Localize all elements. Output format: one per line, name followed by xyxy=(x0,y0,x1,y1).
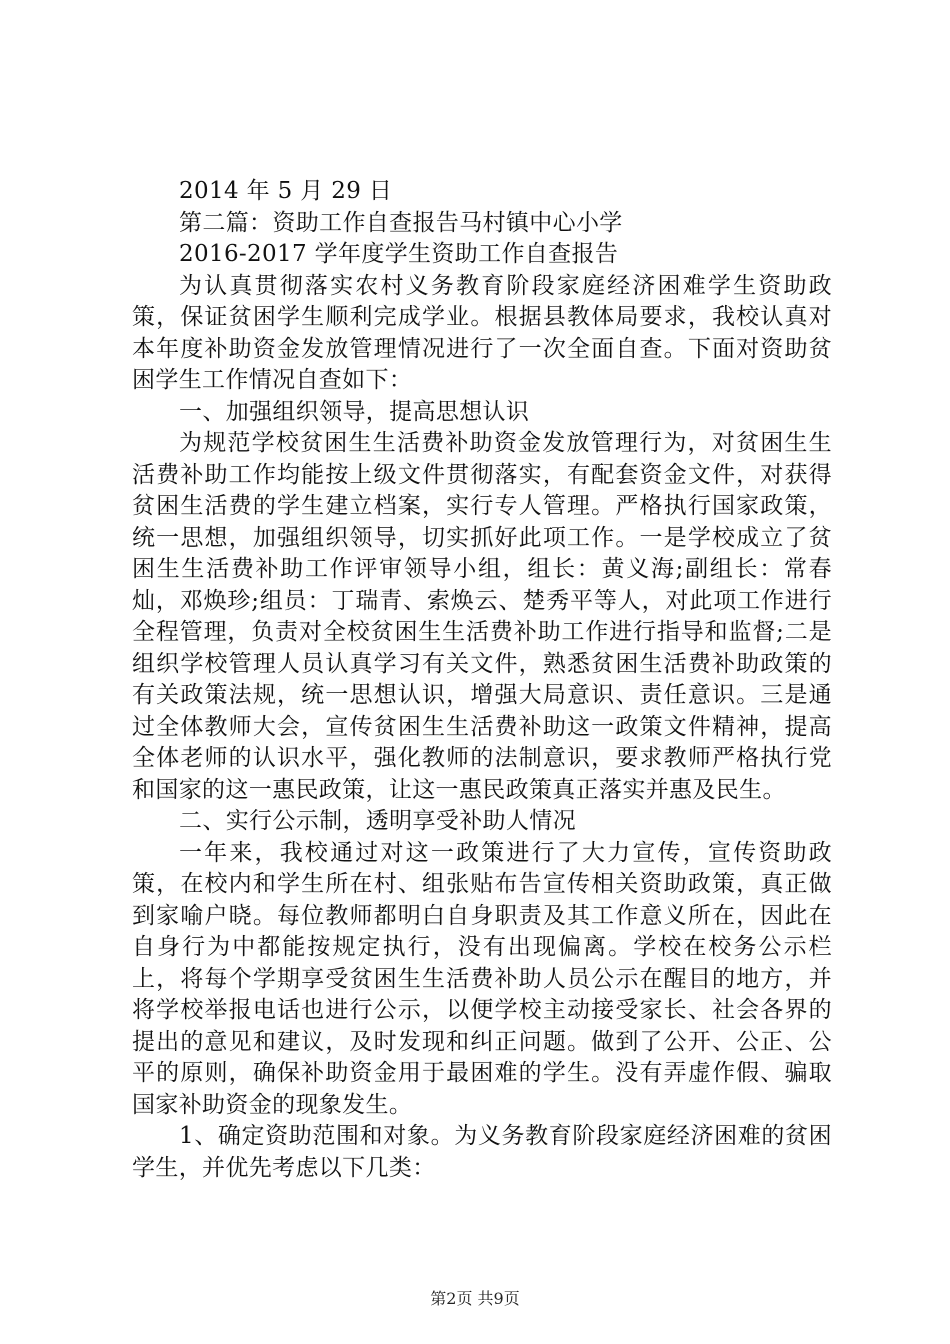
report-title: 2016-2017 学年度学生资助工作自查报告 xyxy=(179,241,619,267)
intro-paragraph: 为认真贯彻落实农村义务教育阶段家庭经济困难学生资助政策，保证贫困学生顺利完成学业。根据县教体局要求，我校认真对本年度补助资金发放管理情况进行了一次全面自查。下面对资助贫困学生工作情况自查如下： xyxy=(132,272,832,393)
heading-one: 一、加强组织领导，提高思想认识 xyxy=(179,398,530,425)
date-line: 2014 年 5 月 29 日 xyxy=(179,178,393,204)
scope-paragraph: 1、确定资助范围和对象。为义务教育阶段家庭经济困难的贫困学生，并优先考虑以下几类： xyxy=(132,1123,832,1181)
page-footer: 第2页 共9页 xyxy=(430,1289,520,1308)
heading-two: 二、实行公示制，透明享受补助人情况 xyxy=(179,808,576,834)
document-body xyxy=(132,176,832,1184)
publicity-paragraph: 一年来，我校通过对这一政策进行了大力宣传，宣传资助政策，在校内和学生所在村、组张贴布告宣传相关资助政策，真正做到家喻户晓。每位教师都明白自身职责及其工作意义所在，因此在自身行为中都能按规定执行，没有出现偏离。学校在校务公示栏上，将每个学期享受贫困生生活费补助人员公示在醒目的地方，并将学校举报电话也进行公示，以便学校主动接受家长、社会各界的提出的意见和建议，及时发现和纠正问题。做到了公开、公正、公平的原则，确保补助资金用于最困难的学生。没有弄虚作假、骗取国家补助资金的现象发生。 xyxy=(132,839,832,1118)
organization-paragraph: 为规范学校贫困生生活费补助资金发放管理行为，对贫困生生活费补助工作均能按上级文件贯彻落实，有配套资金文件，对获得贫困生活费的学生建立档案，实行专人管理。严格执行国家政策，统一思想，加强组织领导，切实抓好此项工作。一是学校成立了贫困生生活费补助工作评审领导小组，组长：黄义海;副组长：常春灿，邓焕珍;组员：丁瑞青、索焕云、楚秀平等人，对此项工作进行全程管理，负责对全校贫困生生活费补助工作进行指导和监督;二是组织学校管理人员认真学习有关文件，熟悉贫困生活费补助政策的有关政策法规，统一思想认识，增强大局意识、责任意识。三是通过全体教师大会，宣传贫困生生活费补助这一政策文件精神，提高全体老师的认识水平，强化教师的法制意识，要求教师严格执行党和国家的这一惠民政策，让这一惠民政策真正落实并惠及民生。 xyxy=(132,430,832,803)
section-title: 第二篇：资助工作自查报告马村镇中心小学 xyxy=(179,209,623,236)
